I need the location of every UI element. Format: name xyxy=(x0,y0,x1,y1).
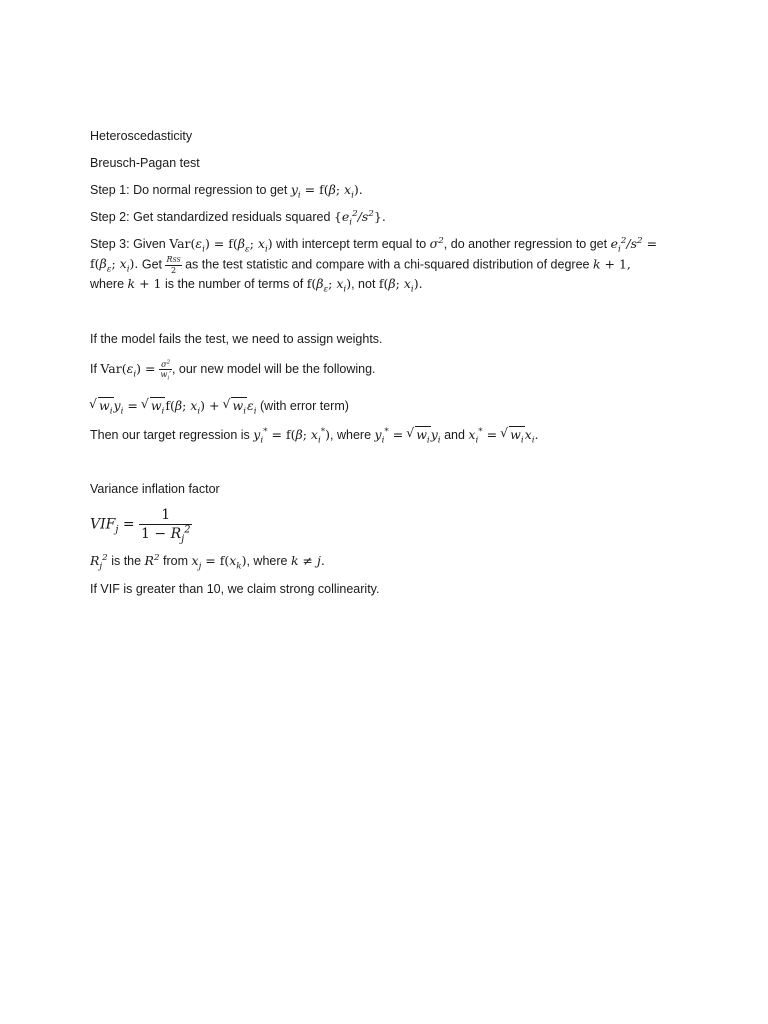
step-3-line-3 xyxy=(90,276,423,295)
step3-text-f: where xyxy=(90,277,128,291)
residual-ratio: $e_i^2/s^2$ = xyxy=(610,235,658,255)
weighted-model-line xyxy=(90,397,349,417)
step-2 xyxy=(90,208,386,228)
var-weight-equation: $Var(\varepsilon_i)$ = $\frac{\sigma^2}{w_i'}$ xyxy=(100,359,171,382)
step1-equation: $y_i = f(\beta$; $x_i$). xyxy=(290,182,363,201)
new-model-text: , our new model will be the following. xyxy=(171,362,376,376)
rj-text-2: from xyxy=(159,554,192,568)
heading-breusch-pagan: Breusch-Pagan test xyxy=(90,156,200,170)
error-term-text: (with error term) xyxy=(256,399,349,413)
y-star-def: $y_i^*$ = √ $w_iy_i$ xyxy=(375,427,441,442)
step3-text-g: is the number of terms of xyxy=(161,277,307,291)
step3-text-d: Get xyxy=(138,257,166,272)
fail-sentence: If the model fails the test, we need to assign weights. xyxy=(90,332,383,346)
step3-text-h: , not xyxy=(351,277,379,291)
step-3-line-1 xyxy=(90,235,658,255)
rj-text-1: is the xyxy=(107,554,145,568)
r-squared: $R^2$ xyxy=(144,552,160,568)
vif-formula: $VIF_j$ = $\frac{1}{1 - R_j^2}$ xyxy=(90,507,191,545)
k-plus-1: k + 1 xyxy=(127,276,162,291)
f-beta: f(β; $x_i$). xyxy=(378,276,423,295)
heading-heteroscedasticity: Heteroscedasticity xyxy=(90,129,193,143)
f-beta-epsilon-2: $f(\beta_\varepsilon$; $x_i$) xyxy=(306,276,352,295)
rj-squared: $R_j^2$ xyxy=(90,552,108,572)
conclusion-sentence: If VIF is greater than 10, we claim strong collinearity. xyxy=(90,582,380,596)
step3-text-c: , do another regression to get xyxy=(443,237,611,251)
sigma-squared: $\sigma^2$ xyxy=(429,235,444,251)
rj-definition-line xyxy=(90,552,325,572)
step1-text: Step 1: Do normal regression to get xyxy=(90,183,291,197)
rss-over-2-fraction: $\frac{\text{RSS}}{2}$ xyxy=(166,255,181,275)
step3-text-e: as the test statistic and compare with a chi-squared distribution of degree xyxy=(181,257,593,272)
weighted-model-equation: √ $w_iy_i$ = √ $w_if(\beta$; $x_i$) + √ $w_i\varepsilon_i$ xyxy=(90,398,257,413)
x-star-def: $x_i^*$ = √ $w_ix_i$. xyxy=(468,427,538,442)
step3-text-a: Step 3: Given xyxy=(90,237,170,251)
k-not-j: k ≠ j. xyxy=(290,553,325,568)
where-text: , where xyxy=(330,428,375,442)
variance-weight-line xyxy=(90,359,376,382)
heading-vif: Variance inflation factor xyxy=(90,482,220,496)
xj-equation: $x_j = f(x_k)$ xyxy=(191,553,247,572)
step-1 xyxy=(90,182,363,201)
degree-k-plus-1: k + 1, xyxy=(592,256,631,272)
target-text: Then our target regression is xyxy=(90,428,254,442)
step3-text-b: with intercept term equal to xyxy=(272,237,430,251)
target-equation: $y_i^* = f(\beta$; $x_i^*$) xyxy=(253,426,331,446)
rj-text-3: , where xyxy=(246,554,291,568)
f-beta-epsilon: $f(\beta_\varepsilon$; $x_i$). xyxy=(90,256,139,275)
step2-equation: $\{e_i^2/s^2\}$. xyxy=(333,208,386,228)
and-text: and xyxy=(440,428,469,442)
step-3-line-2 xyxy=(90,255,631,275)
step2-text: Step 2: Get standardized residuals squared xyxy=(90,210,334,224)
target-regression-line xyxy=(90,426,539,446)
if-text: If xyxy=(90,362,101,376)
var-epsilon-equation: $Var(\varepsilon_i) = f(\beta_\varepsilon$; $x_i$) xyxy=(169,236,273,255)
